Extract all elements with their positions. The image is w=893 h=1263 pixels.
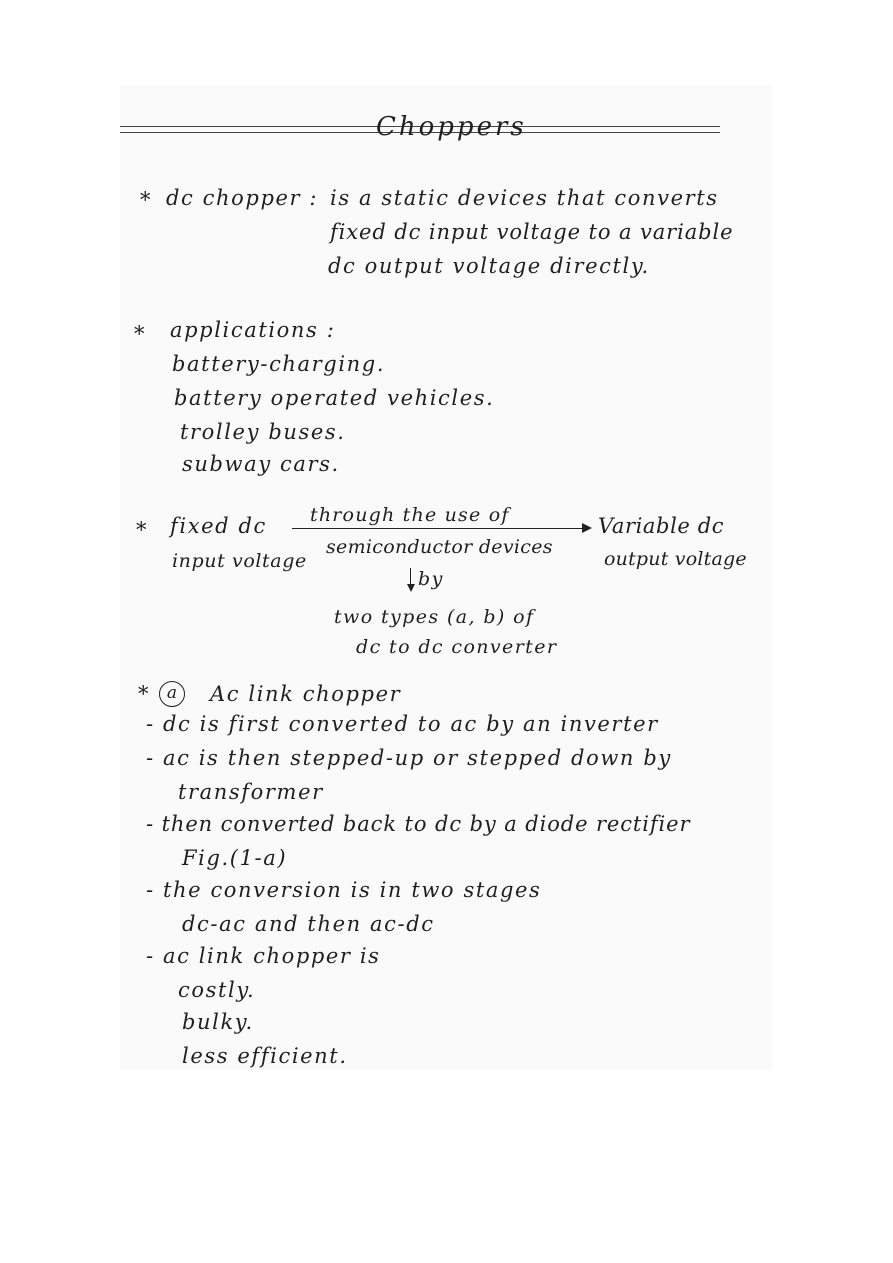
definition-line-3: dc output voltage directly.: [328, 254, 650, 278]
application-item: subway cars.: [182, 452, 340, 476]
ac-link-line: - ac is then stepped-up or stepped down by: [146, 746, 672, 770]
definition-bullet: *: [140, 188, 153, 212]
applications-heading: applications :: [170, 318, 336, 342]
types-line-1: two types (a, b) of: [334, 606, 535, 628]
conversion-bullet: *: [136, 518, 149, 542]
applications-bullet: *: [134, 322, 147, 346]
down-arrow-head-icon: [407, 584, 415, 592]
arrow-head-icon: [582, 523, 592, 533]
definition-line-2: fixed dc input voltage to a variable: [330, 220, 734, 244]
arrow-top-label: through the use of: [310, 504, 510, 526]
ac-link-heading: Ac link chopper: [210, 682, 402, 706]
page-title: Choppers: [376, 112, 527, 142]
output-label-line-1: Variable dc: [598, 514, 725, 538]
ac-link-line: - the conversion is in two stages: [146, 878, 542, 902]
types-line-2: dc to dc converter: [356, 636, 558, 658]
ac-link-line: Fig.(1-a): [182, 846, 288, 870]
ac-link-line: costly.: [178, 978, 256, 1002]
input-label-line-1: fixed dc: [170, 514, 267, 538]
ac-link-line: dc-ac and then ac-dc: [182, 912, 435, 936]
definition-term: dc chopper :: [166, 186, 319, 210]
by-label: by: [418, 568, 444, 590]
conversion-arrow: [292, 528, 582, 529]
arrow-bottom-label: semiconductor devices: [326, 536, 553, 558]
ac-link-bullet: *: [138, 682, 151, 706]
application-item: trolley buses.: [180, 420, 346, 444]
ac-link-line: bulky.: [182, 1010, 254, 1034]
ac-link-line: less efficient.: [182, 1044, 348, 1068]
application-item: battery-charging.: [172, 352, 386, 376]
input-label-line-2: input voltage: [172, 550, 307, 572]
ac-link-line: - then converted back to dc by a diode rectifier: [146, 812, 691, 836]
ac-link-line: - ac link chopper is: [146, 944, 381, 968]
application-item: battery operated vehicles.: [174, 386, 495, 410]
ac-link-line: - dc is first converted to ac by an inverter: [146, 712, 659, 736]
definition-line-1: is a static devices that converts: [330, 186, 719, 210]
output-label-line-2: output voltage: [604, 548, 747, 570]
ac-link-line: transformer: [178, 780, 324, 804]
circled-a-label: a: [159, 681, 185, 707]
